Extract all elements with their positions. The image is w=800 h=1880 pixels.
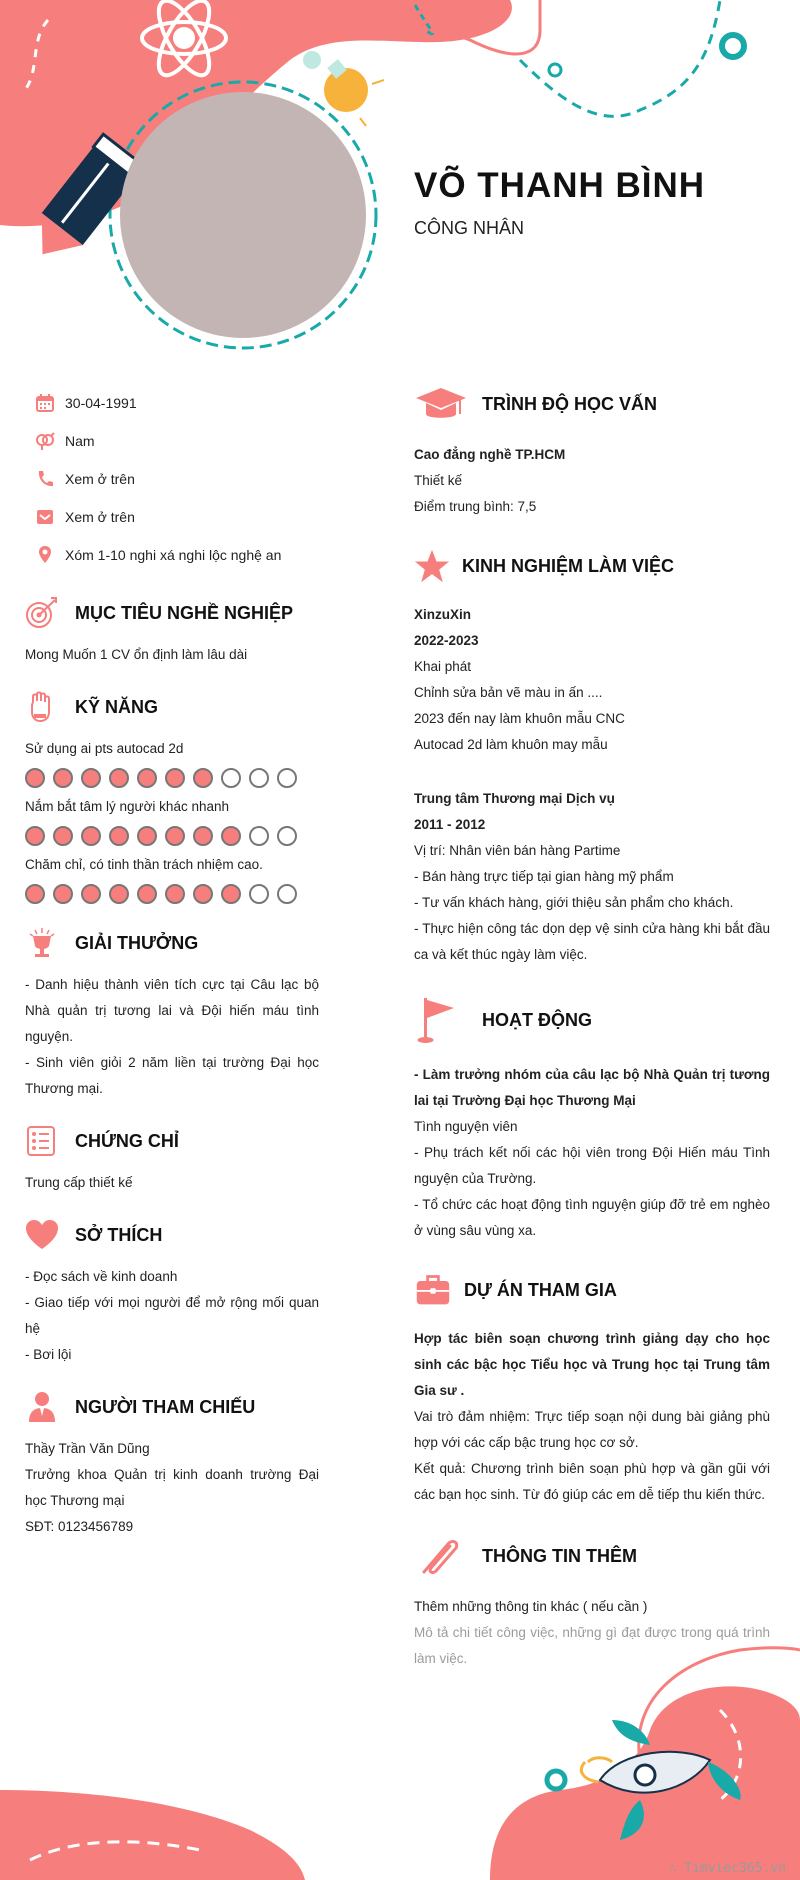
skill-dot-filled [81,768,101,788]
skill-dot-empty [249,768,269,788]
skill-name: Nắm bắt tâm lý người khác nhanh [25,799,229,814]
certificates-heading [25,1124,319,1158]
hobby-item: - Bơi lội [25,1347,72,1362]
fist-icon [25,690,75,724]
skill-dot-filled [221,884,241,904]
person-icon [25,1390,75,1424]
skills-list [25,736,319,904]
skill-dot-filled [193,768,213,788]
birthday-value: 30-04-1991 [65,395,137,411]
skill-rating [25,768,319,788]
candidate-name: VÕ THANH BÌNH [414,166,706,205]
skill-dot-empty [277,826,297,846]
skill-dot-filled [193,884,213,904]
references-title: NGƯỜI THAM CHIẾU [75,1396,256,1417]
experience-line: Vị trí: Nhân viên bán hàng Partime [414,843,621,858]
activity-headline: - Làm trưởng nhóm của câu lạc bộ Nhà Quản trị tương lai tại Trường Đại học Thương Mại [414,1067,770,1108]
experience-entry [414,786,770,968]
skill-dot-filled [25,884,45,904]
watermark: ∴ Timviec365.vn [668,1861,786,1876]
experience-company: Trung tâm Thương mại Dịch vụ [414,791,615,806]
experience-title: KINH NGHIỆM LÀM VIỆC [462,555,675,576]
experience-heading [414,548,770,584]
contact-item-gender [25,422,319,460]
mail-icon [25,507,65,527]
skill-dot-empty [277,768,297,788]
skill-dot-empty [277,884,297,904]
experience-period: 2011 - 2012 [414,817,486,832]
briefcase-icon [414,1272,464,1308]
certificate-item: Trung cấp thiết kế [25,1175,133,1190]
skill-dot-filled [137,826,157,846]
reference-line: Thầy Trần Văn Dũng [25,1441,150,1456]
left-column [25,384,319,1540]
job-title: CÔNG NHÂN [414,218,525,238]
experience-line: - Bán hàng trực tiếp tại gian hàng mỹ phẩm [414,869,674,884]
experience-line: Khai phát [414,659,472,674]
project-line: Kết quả: Chương trình biên soạn phù hợp và gần gũi với các bạn học sinh. Từ đó giúp các em dễ tiếp thu kiến thức. [414,1461,770,1502]
skill-dot-filled [165,768,185,788]
hobby-item: - Đọc sách về kinh doanh [25,1269,178,1284]
flag-icon [414,996,482,1044]
activities-section [414,996,770,1244]
education-title: TRÌNH ĐỘ HỌC VẤN [482,393,657,414]
experience-line: - Thực hiện công tác dọn dẹp vệ sinh cửa hàng khi bắt đầu ca và kết thúc ngày làm việc. [414,921,770,962]
skill-dot-filled [81,826,101,846]
contact-list [25,384,319,574]
gender-icon [25,431,65,451]
hobbies-heading [25,1218,319,1252]
contact-item-email [25,498,319,536]
objective-title: MỤC TIÊU NGHỀ NGHIỆP [75,602,294,623]
email-value: Xem ở trên [65,509,135,525]
skill-dot-filled [25,768,45,788]
experience-period: 2022-2023 [414,633,479,648]
skill-dot-filled [109,884,129,904]
hobby-item: - Giao tiếp với mọi người để mở rộng mối quan hệ [25,1295,319,1336]
skill-rating [25,826,319,846]
contact-item-birthday [25,384,319,422]
calendar-icon [25,393,65,413]
skill-name: Sử dụng ai pts autocad 2d [25,741,184,756]
skill-dot-filled [109,768,129,788]
more-info-heading [414,1536,770,1576]
activities-heading [414,996,770,1044]
address-value: Xóm 1-10 nghi xá nghi lộc nghệ an [65,547,282,563]
skill-dot-filled [53,884,73,904]
awards-heading [25,926,319,960]
graduation-cap-icon [414,384,482,424]
trophy-icon [25,926,75,960]
phone-icon [25,469,65,489]
more-info-text: Thêm những thông tin khác ( nếu cần ) [414,1599,648,1614]
projects-section [414,1272,770,1508]
phone-value: Xem ở trên [65,471,135,487]
skill-rating [25,884,319,904]
heart-icon [25,1218,75,1252]
experience-line: Chỉnh sửa bản vẽ màu in ấn .... [414,685,603,700]
projects-title: DỰ ÁN THAM GIA [464,1279,617,1300]
skill-dot-filled [221,826,241,846]
location-pin-icon [25,545,65,565]
education-major: Thiết kế [414,473,463,488]
star-icon [414,548,462,584]
objective-text: Mong Muốn 1 CV ổn định làm lâu dài [25,647,248,662]
skill-name: Chăm chỉ, có tinh thần trách nhiệm cao. [25,857,263,872]
education-school: Cao đẳng nghề TP.HCM [414,447,566,462]
skill-dot-empty [249,826,269,846]
more-info-hint: Mô tả chi tiết công việc, những gì đạt được trong quá trình làm việc. [414,1625,770,1666]
skill-dot-filled [165,826,185,846]
experience-line: - Tư vấn khách hàng, giới thiệu sản phẩm cho khách. [414,895,734,910]
reference-line: Trưởng khoa Quản trị kinh doanh trường Đại học Thương mại [25,1467,319,1508]
right-column [414,384,770,1700]
activity-line: - Tổ chức các hoạt động tình nguyện giúp đỡ trẻ em nghèo ở vùng sâu vùng xa. [414,1197,770,1238]
skill-dot-empty [221,768,241,788]
projects-heading [414,1272,770,1308]
skill-dot-filled [165,884,185,904]
awards-title: GIẢI THƯỞNG [75,932,199,953]
references-heading [25,1390,319,1424]
award-item: - Sinh viên giỏi 2 năm liền tại trường Đại học Thương mại. [25,1055,319,1096]
project-headline: Hợp tác biên soạn chương trình giảng dạy cho học sinh các bậc học Tiểu học và Trung học tại Trung tâm Gia sư . [414,1331,770,1398]
skill-dot-filled [53,768,73,788]
education-heading [414,384,770,424]
skills-heading [25,690,319,724]
more-info-title: THÔNG TIN THÊM [482,1545,637,1566]
contact-item-phone [25,460,319,498]
skill-dot-filled [53,826,73,846]
profile-photo [120,92,366,338]
reference-line: SĐT: 0123456789 [25,1519,134,1534]
skill-dot-filled [81,884,101,904]
certificates-title: CHỨNG CHỈ [75,1130,179,1151]
experience-line: 2023 đến nay làm khuôn mẫu CNC [414,711,625,726]
gender-value: Nam [65,433,95,449]
activity-line: Tình nguyện viên [414,1119,518,1134]
activity-line: - Phụ trách kết nối các hội viên trong Đội Hiến máu Tình nguyện của Trường. [414,1145,770,1186]
paperclip-icon [414,1536,482,1576]
contact-item-address [25,536,319,574]
certificate-list-icon [25,1124,75,1158]
experience-section [414,548,770,968]
target-icon [25,596,75,630]
education-gpa: Điểm trung bình: 7,5 [414,499,537,514]
experience-company: XinzuXin [414,607,471,622]
activities-title: HOẠT ĐỘNG [482,1009,592,1030]
skill-dot-filled [25,826,45,846]
skills-title: KỸ NĂNG [75,696,159,717]
hobbies-title: SỞ THÍCH [75,1224,163,1245]
education-section [414,384,770,520]
project-line: Vai trò đảm nhiệm: Trực tiếp soạn nội dung bài giảng phù hợp với các cấp bậc trung học cơ sở. [414,1409,770,1450]
award-item: - Danh hiệu thành viên tích cực tại Câu lạc bộ Nhà quản trị tương lai và Đội hiến máu tình nguyện. [25,977,319,1044]
skill-dot-empty [249,884,269,904]
experience-entry [414,602,770,758]
skill-dot-filled [137,884,157,904]
experience-line: Autocad 2d làm khuôn may mẫu [414,737,608,752]
skill-dot-filled [109,826,129,846]
more-info-section [414,1536,770,1672]
objective-heading [25,596,319,630]
skill-dot-filled [193,826,213,846]
skill-dot-filled [137,768,157,788]
